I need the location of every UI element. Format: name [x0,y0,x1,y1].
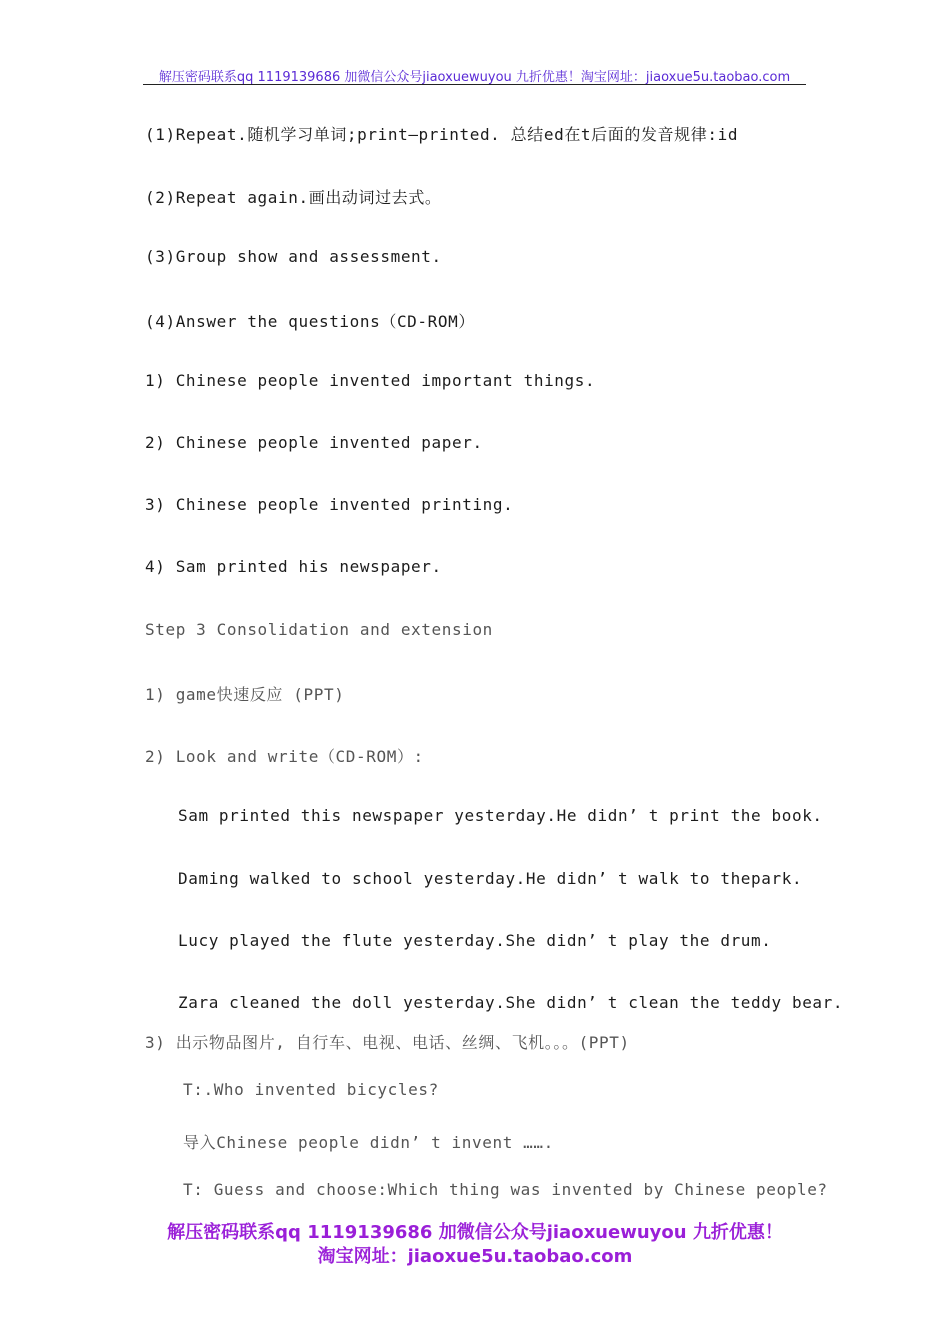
consolidation-item-1: 1) game快速反应 (PPT) [145,685,345,704]
step-item-answer-questions: (4)Answer the questions（CD-ROM） [145,312,475,331]
consolidation-item-2: 2) Look and write（CD-ROM）: [145,747,424,766]
teacher-line-2: 导入Chinese people didn’ t invent ……. [183,1133,554,1152]
step-item-repeat: (1)Repeat.随机学习单词;print—printed. 总结ed在t后面的发音规律:id [145,125,739,144]
question-4: 4) Sam printed his newspaper. [145,557,442,576]
header-divider [143,84,806,85]
question-1: 1) Chinese people invented important things. [145,371,596,390]
teacher-line-1: T:.Who invented bicycles? [183,1080,439,1099]
question-2: 2) Chinese people invented paper. [145,433,483,452]
step-item-repeat-again: (2)Repeat again.画出动词过去式。 [145,188,442,207]
step-3-heading: Step 3 Consolidation and extension [145,620,493,639]
step-item-group-show: (3)Group show and assessment. [145,247,442,266]
question-3: 3) Chinese people invented printing. [145,495,514,514]
consolidation-item-3: 3) 出示物品图片, 自行车、电视、电话、丝绸、飞机。。。(PPT) [145,1033,630,1052]
example-sentence-3: Lucy played the flute yesterday.She didn’ t play the drum. [178,931,772,950]
example-sentence-2: Daming walked to school yesterday.He didn’ t walk to thepark. [178,869,803,888]
example-sentence-1: Sam printed this newspaper yesterday.He didn’ t print the book. [178,806,823,825]
footer-contact-line: 解压密码联系qq 1119139686 加微信公众号jiaoxuewuyou 九折优惠！ [167,1222,783,1243]
footer-shop-url: 淘宝网址：jiaoxue5u.taobao.com [317,1246,633,1267]
page-header-contact: 解压密码联系qq 1119139686 加微信公众号jiaoxuewuyou 九折优惠！淘宝网址：jiaoxue5u.taobao.com [158,70,791,85]
teacher-line-3: T: Guess and choose:Which thing was invented by Chinese people? [183,1180,828,1199]
example-sentence-4: Zara cleaned the doll yesterday.She didn’ t clean the teddy bear. [178,993,844,1012]
